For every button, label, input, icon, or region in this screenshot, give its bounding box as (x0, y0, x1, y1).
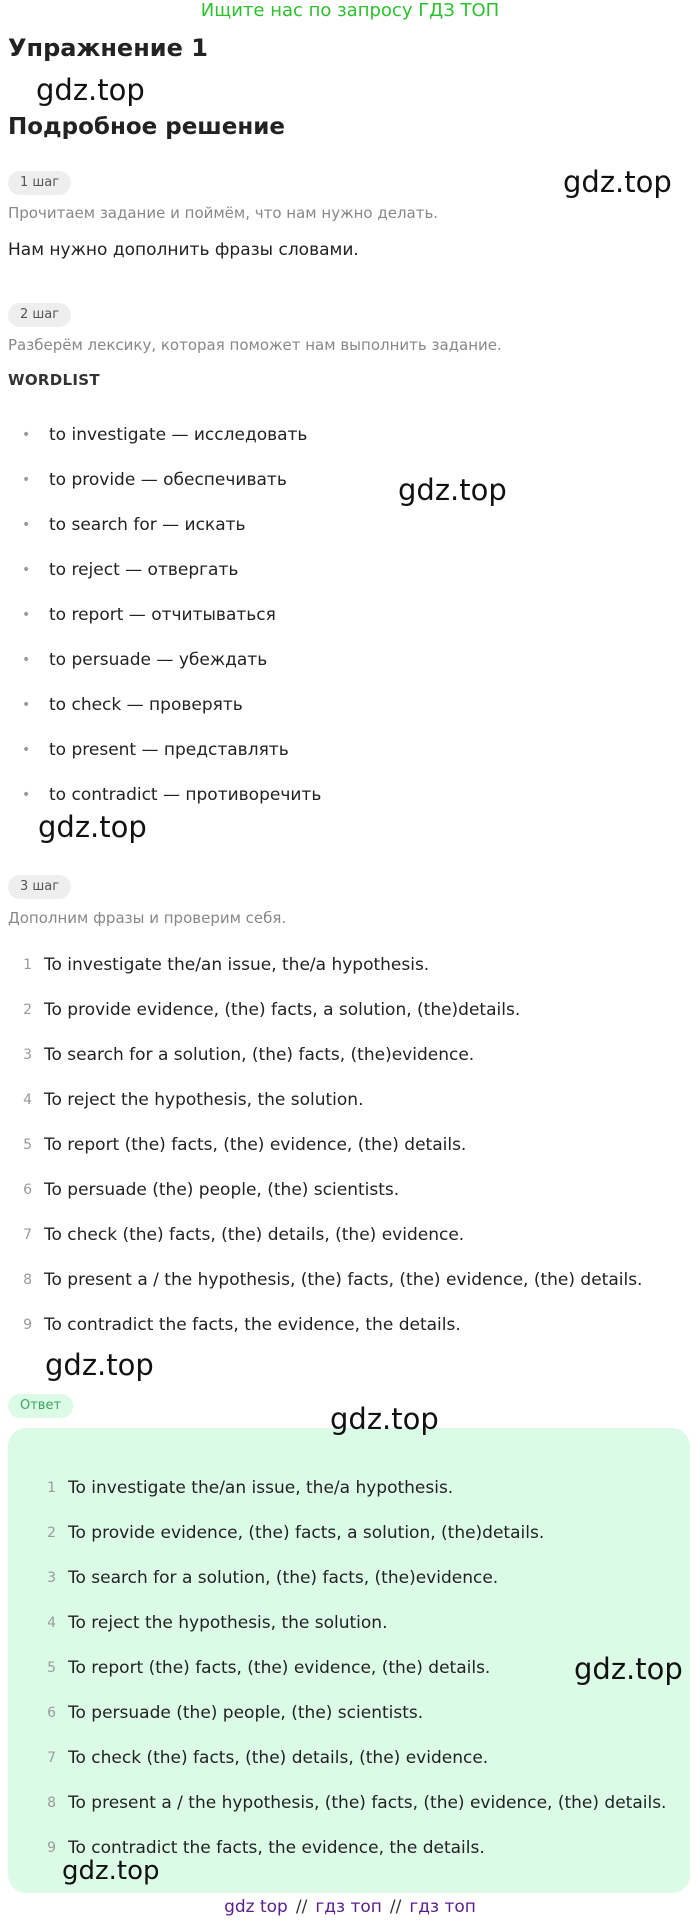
footer-link[interactable]: гдз топ (409, 1897, 476, 1917)
bullet-icon: • (22, 607, 31, 623)
watermark: gdz.top (398, 473, 507, 507)
footer-links (0, 1896, 700, 1918)
answer-badge: Ответ (8, 1394, 73, 1418)
phrase-text: To persuade (the) people, (the) scientists. (44, 1180, 400, 1200)
bullet-icon: • (22, 562, 31, 578)
bullet-icon: • (22, 472, 31, 488)
list-item (0, 1213, 700, 1258)
list-item (0, 988, 700, 1033)
phrases-list (0, 943, 700, 1348)
watermark: gdz.top (330, 1402, 439, 1436)
answer-text: To reject the hypothesis, the solution. (68, 1613, 388, 1633)
item-number: 8 (23, 1272, 32, 1288)
item-number: 1 (23, 957, 32, 973)
item-number: 6 (23, 1182, 32, 1198)
list-item (0, 638, 700, 683)
list-item (0, 1466, 700, 1511)
item-number: 2 (23, 1002, 32, 1018)
wordlist-entry: to investigate — исследовать (49, 425, 308, 445)
answer-text: To check (the) facts, (the) details, (the) evidence. (68, 1748, 489, 1768)
bullet-icon: • (22, 697, 31, 713)
list-item (0, 413, 700, 458)
step-description: Разберём лексику, которая поможет нам выполнить задание. (8, 336, 502, 354)
item-number: 5 (47, 1660, 56, 1676)
list-item (0, 548, 700, 593)
list-item (0, 728, 700, 773)
wordlist-entry: to provide — обеспечивать (49, 470, 287, 490)
list-item (0, 1123, 700, 1168)
wordlist-entry: to contradict — противоречить (49, 785, 322, 805)
watermark: gdz.top (574, 1652, 683, 1686)
page-title: Упражнение 1 (8, 34, 208, 62)
item-number: 7 (47, 1750, 56, 1766)
list-item (0, 458, 700, 503)
item-number: 4 (23, 1092, 32, 1108)
item-number: 5 (23, 1137, 32, 1153)
step-text: Нам нужно дополнить фразы словами. (8, 240, 359, 260)
list-item (0, 1033, 700, 1078)
answer-text: To search for a solution, (the) facts, (the)evidence. (68, 1568, 499, 1588)
list-item (0, 1601, 700, 1646)
list-item (0, 593, 700, 638)
wordlist-entry: to reject — отвергать (49, 560, 239, 580)
list-item (0, 1556, 700, 1601)
bullet-icon: • (22, 652, 31, 668)
answer-text: To investigate the/an issue, the/a hypothesis. (68, 1478, 454, 1498)
wordlist-entry: to check — проверять (49, 695, 243, 715)
item-number: 9 (23, 1317, 32, 1333)
item-number: 7 (23, 1227, 32, 1243)
list-item (0, 1168, 700, 1213)
phrase-text: To search for a solution, (the) facts, (the)evidence. (44, 1045, 475, 1065)
phrase-text: To investigate the/an issue, the/a hypothesis. (44, 955, 430, 975)
phrase-text: To contradict the facts, the evidence, the details. (44, 1315, 461, 1335)
item-number: 3 (23, 1047, 32, 1063)
phrase-text: To reject the hypothesis, the solution. (44, 1090, 364, 1110)
footer-link[interactable]: gdz top (224, 1897, 288, 1917)
list-item (0, 1303, 700, 1348)
list-item (0, 1781, 700, 1826)
footer-separator: // (389, 1897, 402, 1917)
wordlist-heading: WORDLIST (8, 371, 100, 389)
list-item (0, 1078, 700, 1123)
answer-text: To present a / the hypothesis, (the) facts, (the) evidence, (the) details. (68, 1793, 667, 1813)
wordlist-entry: to search for — искать (49, 515, 246, 535)
answer-text: To persuade (the) people, (the) scientists. (68, 1703, 424, 1723)
step-badge: 2 шаг (8, 303, 71, 327)
bullet-icon: • (22, 517, 31, 533)
phrase-text: To check (the) facts, (the) details, (the) evidence. (44, 1225, 465, 1245)
step-description: Прочитаем задание и поймём, что нам нужно делать. (8, 204, 439, 222)
item-number: 3 (47, 1570, 56, 1586)
item-number: 2 (47, 1525, 56, 1541)
search-banner[interactable]: Ищите нас по запросу ГДЗ ТОП (200, 0, 500, 21)
item-number: 1 (47, 1480, 56, 1496)
step-badge: 3 шаг (8, 875, 71, 899)
item-number: 8 (47, 1795, 56, 1811)
list-item (0, 943, 700, 988)
watermark: gdz.top (36, 73, 145, 107)
watermark: gdz.top (62, 1856, 160, 1886)
item-number: 9 (47, 1840, 56, 1856)
list-item (0, 683, 700, 728)
phrase-text: To report (the) facts, (the) evidence, (the) details. (44, 1135, 467, 1155)
wordlist-entry: to persuade — убеждать (49, 650, 268, 670)
answer-text: To report (the) facts, (the) evidence, (the) details. (68, 1658, 491, 1678)
answer-text: To contradict the facts, the evidence, the details. (68, 1838, 485, 1858)
phrase-text: To present a / the hypothesis, (the) facts, (the) evidence, (the) details. (44, 1270, 643, 1290)
wordlist-entry: to report — отчитываться (49, 605, 276, 625)
bullet-icon: • (22, 427, 31, 443)
step-description: Дополним фразы и проверим себя. (8, 909, 287, 927)
watermark: gdz.top (38, 810, 147, 844)
section-title: Подробное решение (8, 114, 285, 140)
wordlist-entry: to present — представлять (49, 740, 289, 760)
list-item (0, 1736, 700, 1781)
watermark: gdz.top (45, 1348, 154, 1382)
answer-text: To provide evidence, (the) facts, a solution, (the)details. (68, 1523, 545, 1543)
list-item (0, 1258, 700, 1303)
step-badge: 1 шаг (8, 171, 71, 195)
item-number: 6 (47, 1705, 56, 1721)
wordlist (0, 413, 700, 818)
watermark: gdz.top (563, 165, 672, 199)
item-number: 4 (47, 1615, 56, 1631)
bullet-icon: • (22, 742, 31, 758)
footer-separator: // (295, 1897, 308, 1917)
list-item (0, 1691, 700, 1736)
bullet-icon: • (22, 787, 31, 803)
list-item (0, 503, 700, 548)
footer-link[interactable]: гдз топ (315, 1897, 382, 1917)
phrase-text: To provide evidence, (the) facts, a solution, (the)details. (44, 1000, 521, 1020)
list-item (0, 1511, 700, 1556)
